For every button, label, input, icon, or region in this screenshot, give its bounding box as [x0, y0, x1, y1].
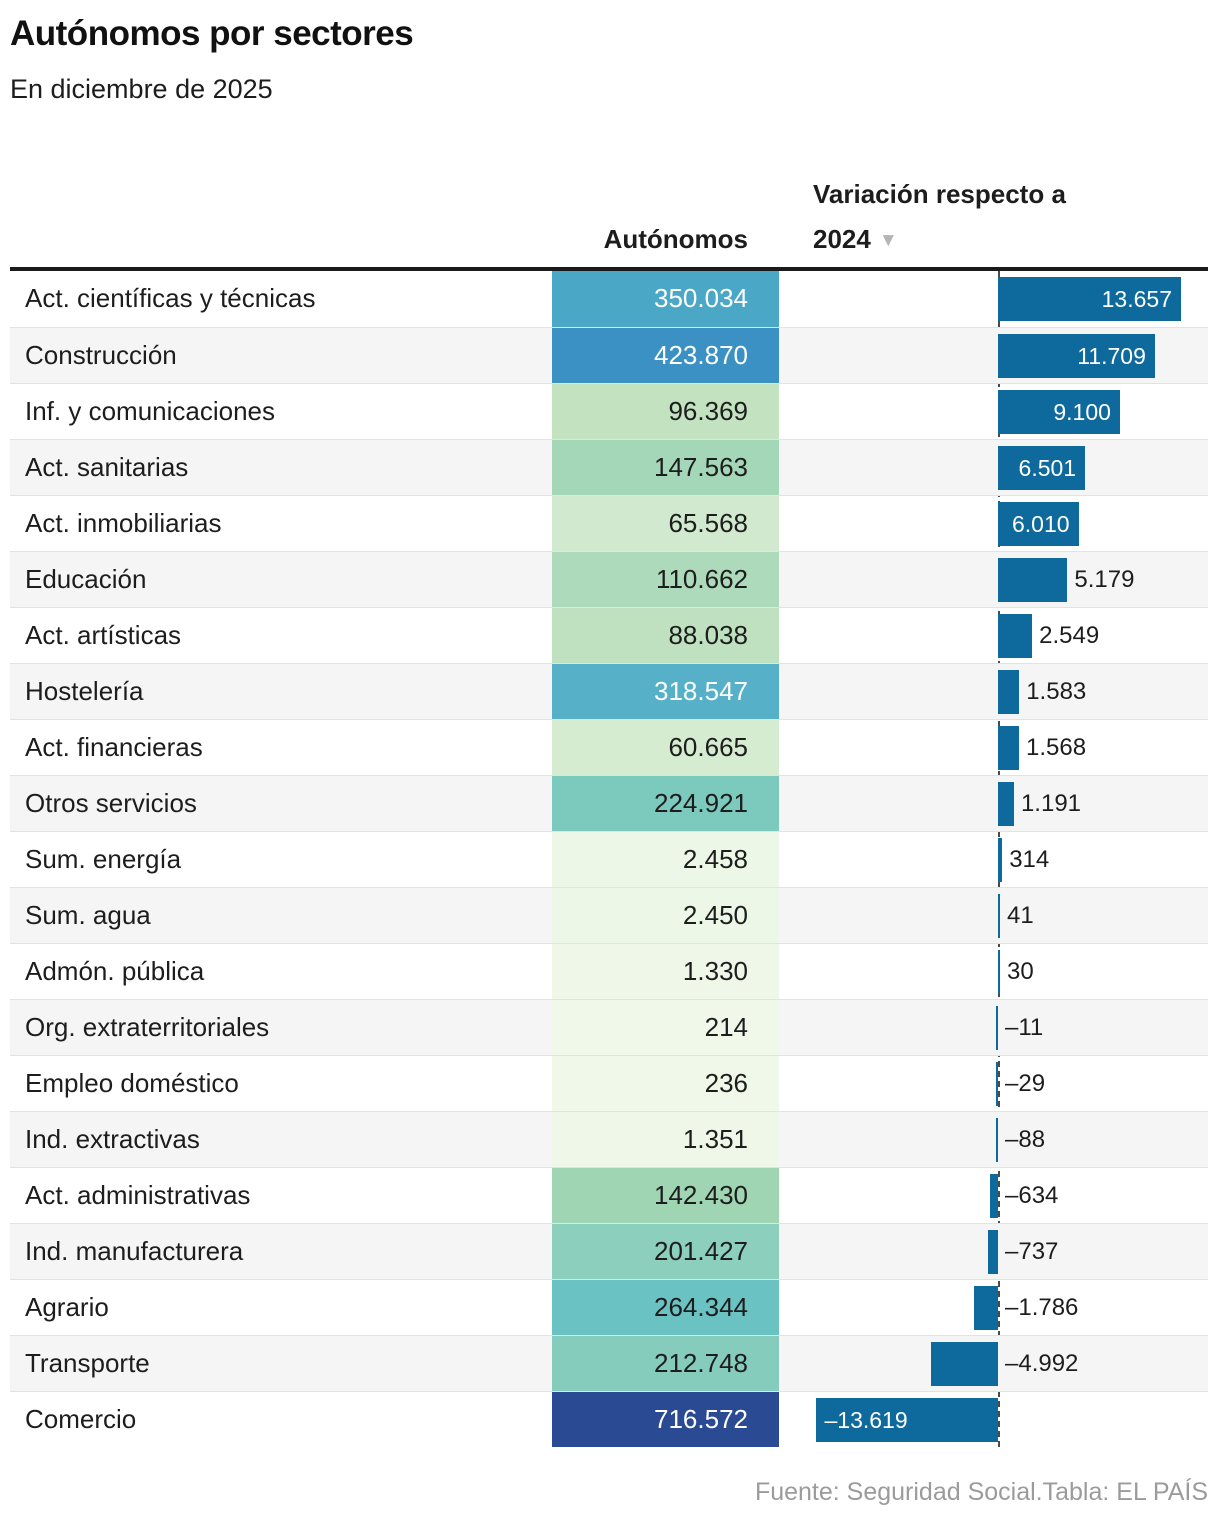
variation-bar [998, 558, 1067, 602]
autonomos-cell [552, 1112, 779, 1167]
column-header-autonomos-label: Autónomos [603, 224, 748, 254]
variation-bar [998, 670, 1019, 714]
table-row [10, 1391, 1208, 1447]
variation-value: –88 [1005, 1126, 1046, 1153]
table-row [10, 383, 1208, 439]
variation-bar [988, 1230, 998, 1274]
sector-label: Act. científicas y técnicas [25, 283, 316, 313]
autonomos-value: 2.458 [682, 844, 748, 874]
autonomos-cell [552, 608, 779, 663]
table-row [10, 1111, 1208, 1167]
variation-value: 30 [1007, 958, 1034, 985]
autonomos-value: 147.563 [654, 452, 748, 482]
table-row [10, 1335, 1208, 1391]
sector-label: Empleo doméstico [25, 1068, 239, 1098]
sector-label: Construcción [25, 340, 177, 370]
table-body [10, 271, 1208, 1447]
autonomos-value: 350.034 [654, 283, 748, 313]
source-text: Fuente: Seguridad Social. [754, 1478, 1043, 1506]
sort-descending-icon: ▼ [878, 230, 898, 251]
autonomos-cell [552, 1392, 779, 1447]
sector-label: Sum. agua [25, 900, 151, 930]
variation-value: 9.100 [1053, 398, 1111, 425]
variation-value: –737 [1005, 1238, 1059, 1265]
autonomos-cell [552, 1168, 779, 1223]
autonomos-cell [552, 552, 779, 607]
variation-bar [998, 277, 1181, 321]
autonomos-value: 214 [704, 1012, 748, 1042]
variation-bar [998, 502, 1079, 546]
sector-label: Inf. y comunicaciones [25, 396, 276, 426]
autonomos-cell [552, 1224, 779, 1279]
sector-label: Act. sanitarias [25, 452, 189, 482]
sector-label: Org. extraterritoriales [25, 1012, 270, 1042]
autonomos-value: 65.568 [668, 508, 748, 538]
autonomos-cell [552, 1336, 779, 1391]
variation-value: –11 [1005, 1014, 1044, 1041]
source-credit [755, 1478, 1208, 1507]
sector-label: Ind. extractivas [25, 1124, 200, 1154]
autonomos-cell [552, 720, 779, 775]
sector-label: Transporte [25, 1348, 150, 1378]
variation-value: 41 [1007, 902, 1034, 929]
table-row [10, 551, 1208, 607]
column-header-variacion[interactable] [813, 172, 1173, 265]
variation-value: 1.191 [1020, 790, 1082, 817]
autonomos-cell [552, 776, 779, 831]
variation-value: –634 [1005, 1182, 1059, 1209]
sector-label: Comercio [25, 1404, 137, 1434]
autonomos-value: 1.351 [682, 1124, 748, 1154]
autonomos-value: 236 [704, 1068, 748, 1098]
table-row [10, 663, 1208, 719]
sector-label: Act. financieras [25, 732, 203, 762]
autonomos-value: 60.665 [668, 732, 748, 762]
table-row [10, 719, 1208, 775]
autonomos-value: 423.870 [654, 340, 748, 370]
sector-label: Admón. pública [25, 956, 205, 986]
autonomos-cell [552, 384, 779, 439]
table-row [10, 1167, 1208, 1223]
autonomos-cell [552, 944, 779, 999]
variation-value: –29 [1005, 1070, 1046, 1097]
variation-value: 1.568 [1026, 734, 1087, 761]
table-row [10, 775, 1208, 831]
variation-value: 1.583 [1026, 678, 1087, 705]
sector-label: Sum. energía [25, 844, 182, 874]
variation-bar [998, 614, 1032, 658]
table-row [10, 439, 1208, 495]
sector-label: Otros servicios [25, 788, 197, 818]
autonomos-value: 2.450 [682, 900, 748, 930]
table-row [10, 1223, 1208, 1279]
variation-bar [998, 726, 1019, 770]
autonomos-value: 716.572 [654, 1404, 748, 1434]
autonomos-cell [552, 664, 779, 719]
autonomos-cell [552, 271, 779, 327]
column-header-autonomos[interactable] [542, 217, 748, 262]
variation-value: 6.010 [1011, 510, 1070, 537]
autonomos-value: 96.369 [668, 396, 748, 426]
sector-label: Agrario [25, 1292, 109, 1322]
variation-value: 5.179 [1074, 566, 1135, 593]
variation-bar [998, 390, 1120, 434]
autonomos-value: 1.330 [682, 956, 748, 986]
autonomos-cell [552, 832, 779, 887]
autonomos-value: 318.547 [654, 676, 748, 706]
variation-bar [998, 782, 1014, 826]
autonomos-cell [552, 888, 779, 943]
variation-value: 11.709 [1077, 342, 1146, 369]
table-row [10, 495, 1208, 551]
autonomos-cell [552, 440, 779, 495]
sector-label: Educación [25, 564, 147, 594]
variation-bar [996, 1062, 998, 1106]
variation-bar [998, 950, 1000, 994]
sector-label: Act. inmobiliarias [25, 508, 222, 538]
credit-text: Tabla: EL PAÍS [1042, 1478, 1208, 1506]
column-header-variacion-line1: Variación respecto a [813, 179, 1066, 209]
variation-value: 314 [1009, 846, 1050, 873]
variation-bar [931, 1342, 998, 1386]
autonomos-value: 224.921 [654, 788, 748, 818]
variation-value: 6.501 [1018, 454, 1077, 481]
autonomos-value: 201.427 [654, 1236, 748, 1266]
variation-value: –4.992 [1005, 1350, 1079, 1377]
table-row [10, 327, 1208, 383]
variation-value: 2.549 [1039, 622, 1100, 649]
variation-bar [816, 1398, 998, 1442]
table-row [10, 1055, 1208, 1111]
sector-label: Act. artísticas [25, 620, 182, 650]
autonomos-value: 264.344 [654, 1292, 748, 1322]
sector-label: Ind. manufacturera [25, 1236, 244, 1266]
table-row [10, 943, 1208, 999]
variation-bar [998, 446, 1085, 490]
autonomos-value: 88.038 [668, 620, 748, 650]
variation-bar [998, 838, 1002, 882]
table-row [10, 1279, 1208, 1335]
sector-label: Act. administrativas [25, 1180, 251, 1210]
autonomos-cell [552, 1056, 779, 1111]
column-header-variacion-line2: 2024 [813, 224, 871, 254]
variation-bar [996, 1118, 998, 1162]
autonomos-value: 212.748 [654, 1348, 748, 1378]
table-row [10, 271, 1208, 327]
table-row [10, 887, 1208, 943]
variation-bar [998, 334, 1155, 378]
variation-bar [996, 1006, 998, 1050]
autonomos-cell [552, 1280, 779, 1335]
autonomos-cell [552, 496, 779, 551]
autonomos-value: 142.430 [654, 1180, 748, 1210]
autonomos-cell [552, 328, 779, 383]
variation-bar [990, 1174, 998, 1218]
variation-bar [974, 1286, 998, 1330]
table-row [10, 831, 1208, 887]
autonomos-cell [552, 1000, 779, 1055]
variation-value: –13.619 [824, 1406, 908, 1433]
variation-bar [998, 894, 1000, 938]
table-row [10, 607, 1208, 663]
chart-title: Autónomos por sectores [10, 14, 414, 53]
autonomos-value: 110.662 [655, 564, 748, 594]
variation-value: –1.786 [1005, 1294, 1079, 1321]
table-row [10, 999, 1208, 1055]
variation-value: 13.657 [1101, 285, 1172, 312]
sector-label: Hostelería [25, 676, 144, 706]
chart-subtitle: En diciembre de 2025 [10, 74, 273, 104]
